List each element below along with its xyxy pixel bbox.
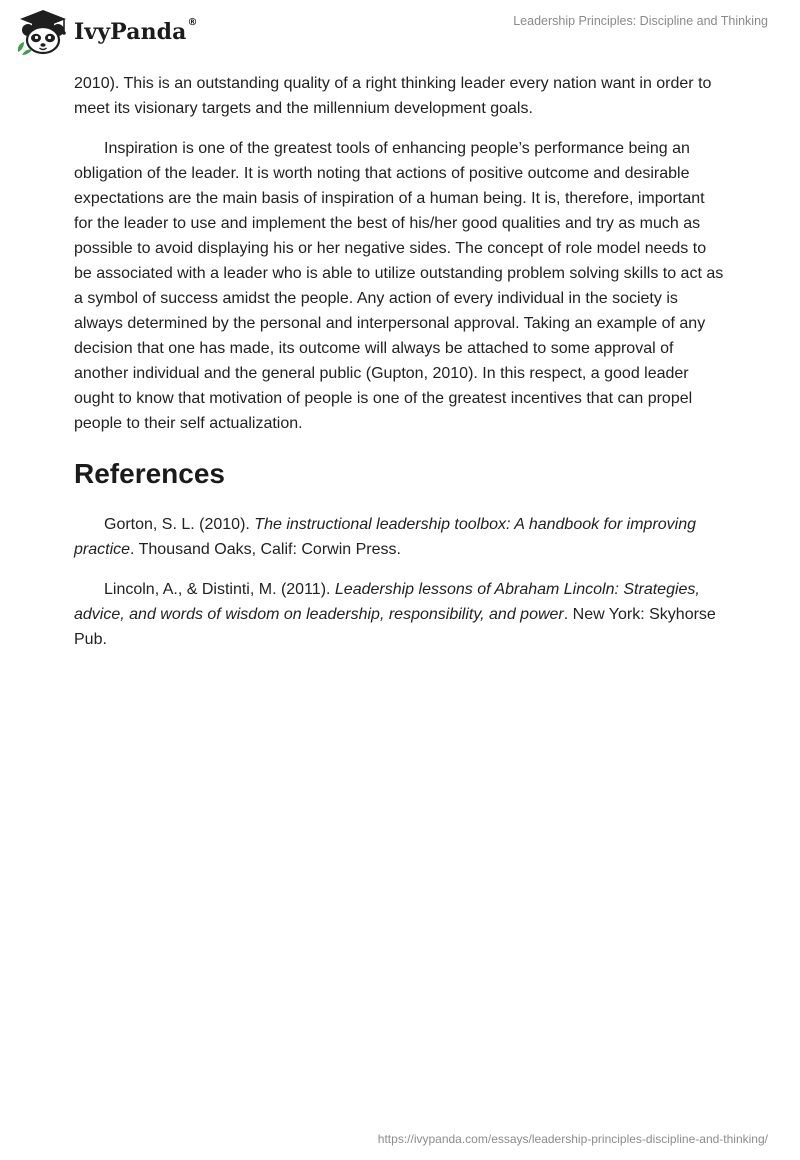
panda-graduate-icon — [14, 8, 72, 56]
reference-authors: Gorton, S. L. (2010). — [104, 516, 255, 533]
registered-mark: ® — [187, 17, 198, 28]
page-header — [0, 0, 800, 64]
reference-title: The instructional leadership toolbox: A handbook for improving practice — [74, 516, 697, 558]
reference-publisher: . Thousand Oaks, Calif: Corwin Press. — [130, 541, 401, 558]
essay-content — [74, 71, 724, 667]
references-heading: References — [74, 458, 225, 489]
reference-publisher: . New York: Skyhorse Pub. — [74, 606, 716, 648]
paragraph-inspiration: Inspiration is one of the greatest tools of enhancing people’s performance being an obligation of the leader. It is worth noting that actions of positive outcome and desirable expectations are the main basis of inspiration of a human being. It is, therefore, important for the leader to use and implement the best of his/her good qualities and try as much as possible to avoid displaying his or her negative sides. The concept of role model needs to be associated with a leader who is able to utilize outstanding problem solving skills to act as a symbol of success amidst the people. Any action of every individual in the society is always determined by the personal and interpersonal approval. Taking an example of any decision that one has made, its outcome will always be attached to some approval of another individual and the general public (Gupton, 2010). In this respect, a good leader ought to know that motivation of people is one of the greatest incentives that can propel people to their self actualization. — [74, 140, 724, 432]
ivypanda-logo[interactable] — [14, 8, 198, 56]
reference-item — [74, 512, 724, 562]
source-url-link[interactable]: https://ivypanda.com/essays/leadership-principles-discipline-and-thinking/ — [377, 1132, 768, 1146]
reference-item — [74, 577, 724, 652]
reference-title: Leadership lessons of Abraham Lincoln: Strategies, advice, and words of wisdom on leadership, responsibility, and power — [74, 581, 700, 623]
paragraph-continuation: 2010). This is an outstanding quality of a right thinking leader every nation want in order to meet its visionary targets and the millennium development goals. — [74, 75, 712, 117]
logo-wordmark: IvyPanda® — [74, 17, 198, 45]
document-title: Leadership Principles: Discipline and Thinking — [513, 14, 768, 28]
reference-authors: Lincoln, A., & Distinti, M. (2011). — [104, 581, 335, 598]
